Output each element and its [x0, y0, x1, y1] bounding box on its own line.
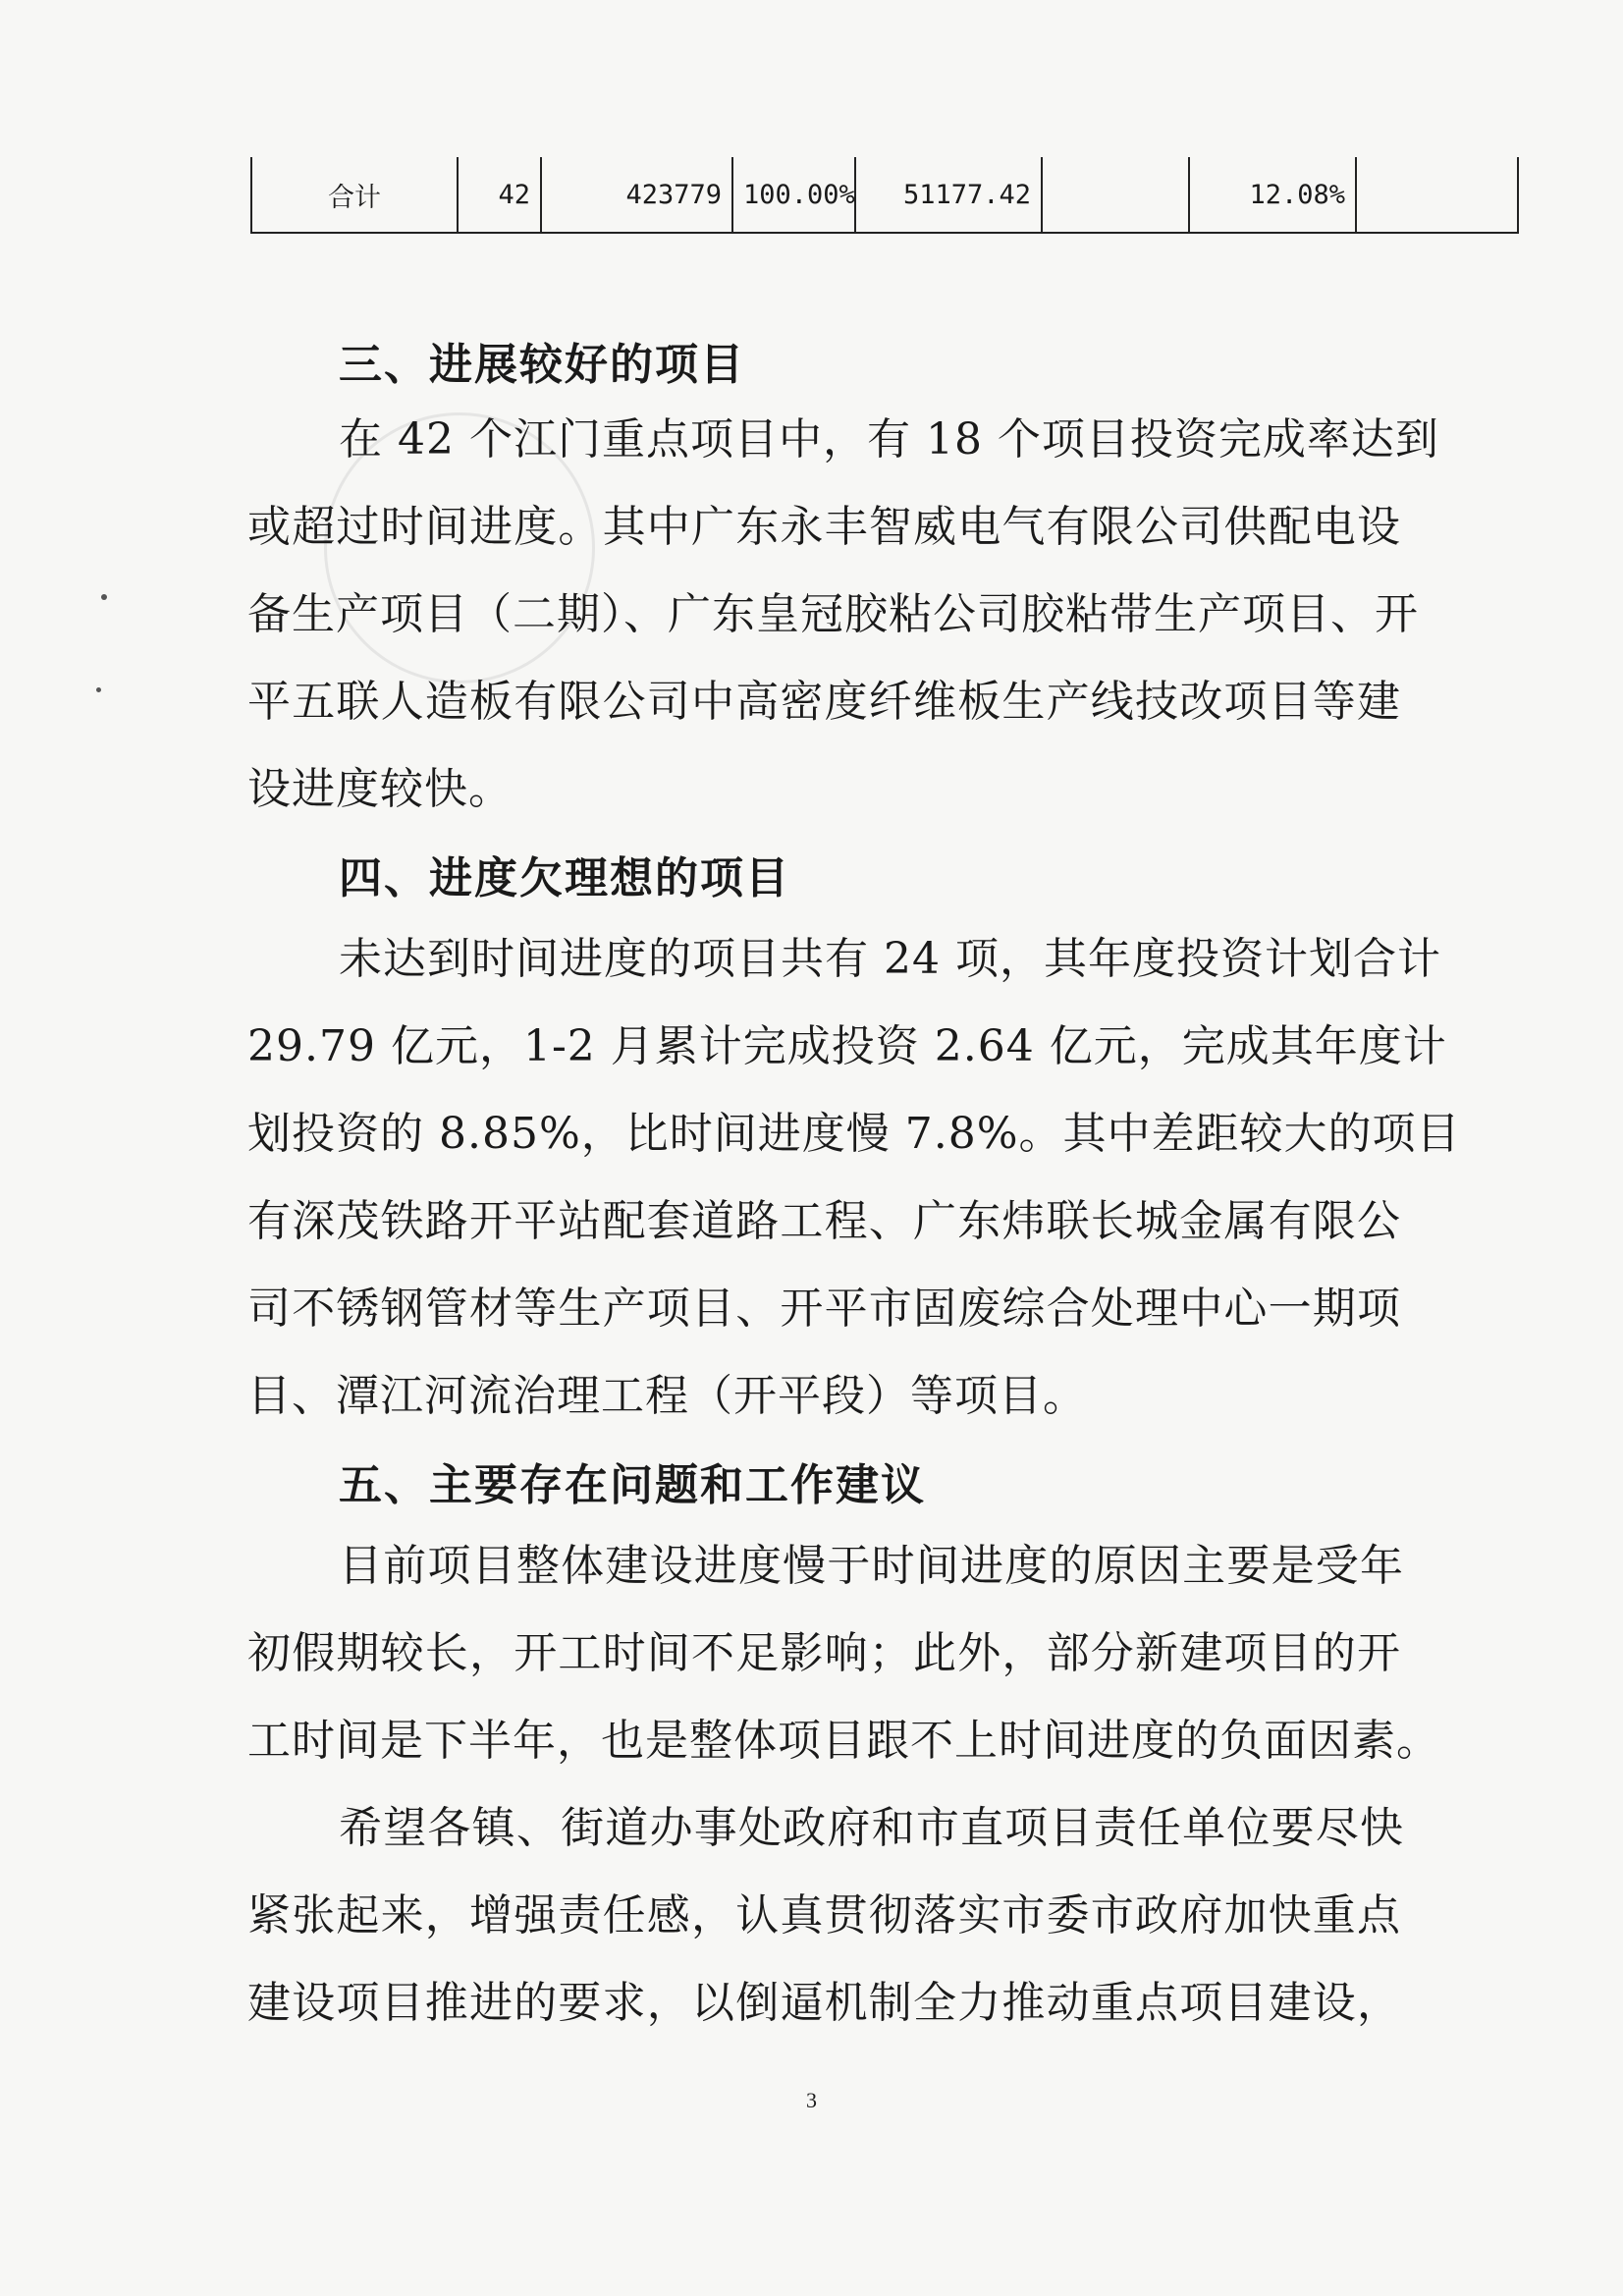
- paragraph-line: 未达到时间进度的项目共有 24 项，其年度投资计划合计: [339, 934, 1441, 984]
- section-heading-good-progress: 三、进展较好的项目: [339, 340, 745, 390]
- paragraph-line: 目前项目整体建设进度慢于时间进度的原因主要是受年: [339, 1541, 1404, 1591]
- empty-cell: [1356, 157, 1518, 233]
- paragraph-line: 平五联人造板有限公司中高密度纤维板生产线技改项目等建: [247, 677, 1401, 727]
- paragraph-line: 划投资的 8.85%，比时间进度慢 7.8%。其中差距较大的项目: [247, 1109, 1461, 1159]
- paragraph-line: 设进度较快。: [247, 764, 513, 814]
- paragraph-line: 紧张起来，增强责任感，认真贯彻落实市委市政府加快重点: [247, 1890, 1401, 1941]
- annual-plan-total: 423779: [541, 157, 732, 233]
- paragraph-line: 初假期较长，开工时间不足影响；此外，部分新建项目的开: [247, 1628, 1401, 1678]
- paragraph-line: 建设项目推进的要求，以倒逼机制全力推动重点项目建设，: [247, 1978, 1401, 2028]
- plan-share: 100.00%: [732, 157, 855, 233]
- completed-investment: 51177.42: [855, 157, 1042, 233]
- completion-rate: 12.08%: [1189, 157, 1356, 233]
- project-count: 42: [458, 157, 541, 233]
- paragraph-line: 备生产项目（二期）、广东皇冠胶粘公司胶粘带生产项目、开: [247, 589, 1419, 639]
- scan-dot: [101, 594, 107, 600]
- paragraph-line: 司不锈钢管材等生产项目、开平市固废综合处理中心一期项: [247, 1284, 1401, 1334]
- empty-cell: [1042, 157, 1189, 233]
- paragraph-line: 或超过时间进度。其中广东永丰智威电气有限公司供配电设: [247, 502, 1401, 552]
- page-number: 3: [806, 2088, 817, 2112]
- paragraph-line: 目、潭江河流治理工程（开平段）等项目。: [247, 1371, 1087, 1421]
- section-heading-lagging-projects: 四、进度欠理想的项目: [339, 853, 790, 903]
- scan-dot: [96, 687, 101, 692]
- total-label: 合计: [251, 157, 458, 233]
- paragraph-line: 工时间是下半年，也是整体项目跟不上时间进度的负面因素。: [247, 1716, 1440, 1766]
- paragraph-line: 29.79 亿元，1-2 月累计完成投资 2.64 亿元，完成其年度计: [247, 1021, 1447, 1071]
- summary-table: [250, 157, 1517, 234]
- table-row-total: [251, 157, 1518, 233]
- section-heading-problems-and-suggestions: 五、主要存在问题和工作建议: [339, 1460, 926, 1510]
- paragraph-line: 在 42 个江门重点项目中，有 18 个项目投资完成率达到: [339, 414, 1439, 465]
- paragraph-line: 有深茂铁路开平站配套道路工程、广东炜联长城金属有限公: [247, 1196, 1401, 1246]
- paragraph-line: 希望各镇、街道办事处政府和市直项目责任单位要尽快: [339, 1803, 1404, 1853]
